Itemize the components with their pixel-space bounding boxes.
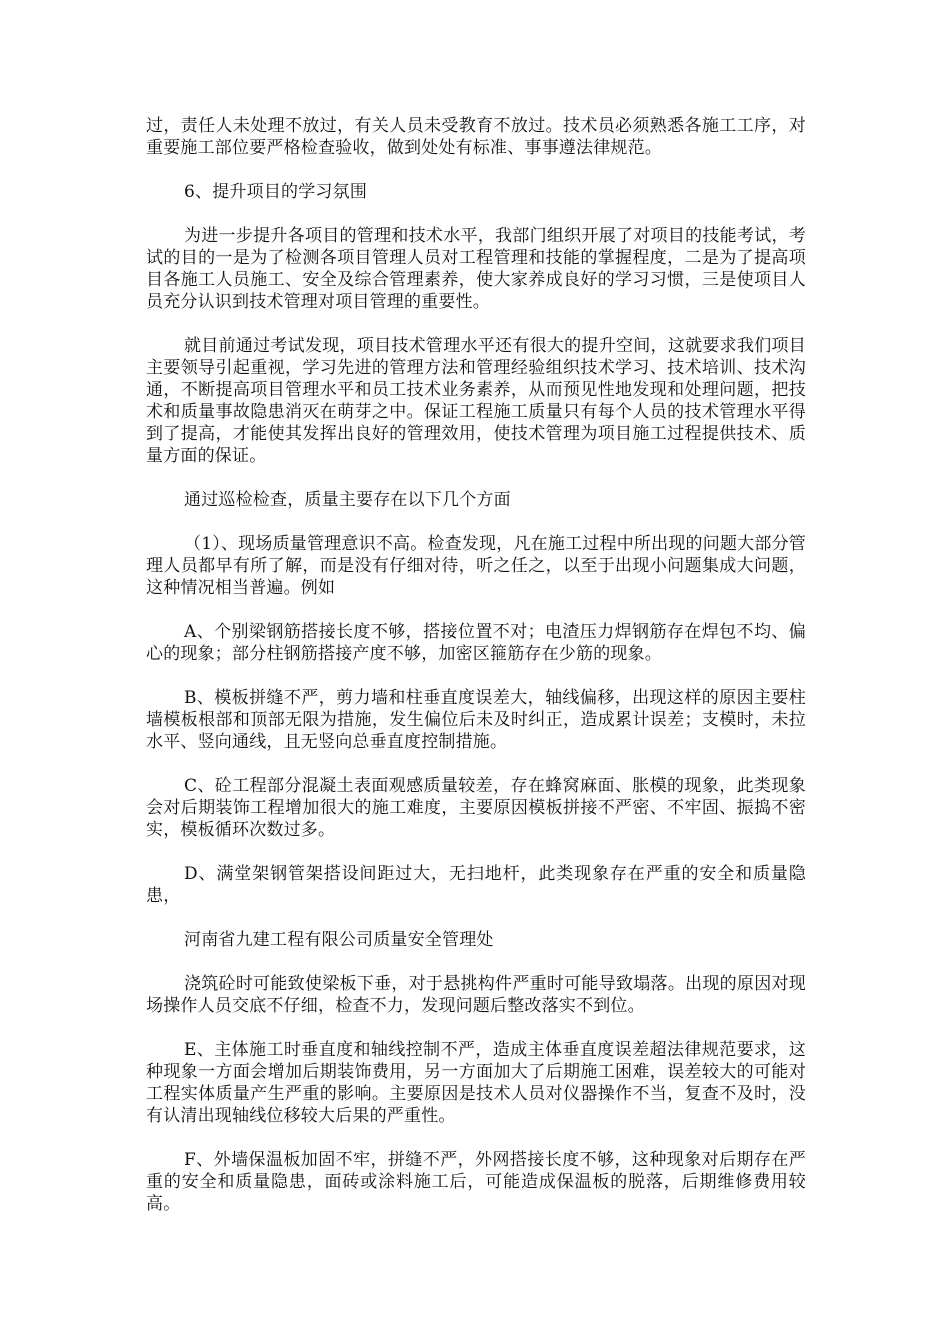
paragraph-continuation: 过，责任人未处理不放过，有关人员未受教育不放过。技术员必须熟悉各施工工序，对重要施工部位要严格检查验收，做到处处有标准、事事遵法律规范。 [146, 116, 806, 158]
paragraph-item-b: B、模板拼缝不严，剪力墙和柱垂直度误差大，轴线偏移，出现这样的原因主要柱墙模板根部和顶部无限为措施，发生偏位后未及时纠正，造成累计误差；支模时，未拉水平、竖向通线，且无竖向总垂直度控制措施。 [146, 688, 806, 752]
organization-line: 河南省九建工程有限公司质量安全管理处 [184, 930, 494, 950]
section-heading-6: 6、提升项目的学习氛围 [184, 182, 368, 202]
paragraph-item-1: （1）、现场质量管理意识不高。检查发现，凡在施工过程中所出现的问题大部分管理人员都早有所了解，而是没有仔细对待，听之任之，以至于出现小问题集成大问题，这种情况相当普遍。例如 [146, 534, 806, 598]
paragraph-exam-findings: 就目前通过考试发现，项目技术管理水平还有很大的提升空间，这就要求我们项目主要领导引起重视，学习先进的管理方法和管理经验组织技术学习、技术培训、技术沟通，不断提高项目管理水平和员工技术业务素养，从而预见性地发现和处理问题，把技术和质量事故隐患消灭在萌芽之中。保证工程施工质量只有每个人员的技术管理水平得到了提高，才能使其发挥出良好的管理效用，使技术管理为项目施工过程提供技术、质量方面的保证。 [146, 336, 806, 466]
paragraph-item-a: A、个别梁钢筋搭接长度不够，搭接位置不对；电渣压力焊钢筋存在焊包不均、偏心的现象；部分柱钢筋搭接产度不够，加密区箍筋存在少筋的现象。 [146, 622, 806, 664]
paragraph-inspection-intro: 通过巡检检查，质量主要存在以下几个方面 [184, 490, 511, 510]
document-body [146, 115, 806, 1237]
paragraph-item-d: D、满堂架钢管架搭设间距过大，无扫地杆，此类现象存在严重的安全和质量隐患， [146, 864, 806, 906]
paragraph-item-d-continued: 浇筑砼时可能致使梁板下垂，对于悬挑构件严重时可能导致塌落。出现的原因对现场操作人员交底不仔细，检查不力，发现问题后整改落实不到位。 [146, 974, 806, 1016]
paragraph-item-f: F、外墙保温板加固不牢，拼缝不严，外网搭接长度不够，这种现象对后期存在严重的安全和质量隐患，面砖或涂料施工后，可能造成保温板的脱落，后期维修费用较高。 [146, 1150, 806, 1214]
paragraph-exam-purpose: 为进一步提升各项目的管理和技术水平，我部门组织开展了对项目的技能考试，考试的目的一是为了检测各项目管理人员对工程管理和技能的掌握程度，二是为了提高项目各施工人员施工、安全及综合管理素养，使大家养成良好的学习习惯，三是使项目人员充分认识到技术管理对项目管理的重要性。 [146, 226, 806, 312]
paragraph-item-e: E、主体施工时垂直度和轴线控制不严，造成主体垂直度误差超法律规范要求，这种现象一方面会增加后期装饰费用，另一方面加大了后期施工困难，误差较大的可能对工程实体质量产生严重的影响。主要原因是技术人员对仪器操作不当，复查不及时，没有认清出现轴线位移较大后果的严重性。 [146, 1040, 806, 1126]
paragraph-item-c: C、砼工程部分混凝土表面观感质量较差，存在蜂窝麻面、胀模的现象，此类现象会对后期装饰工程增加很大的施工难度，主要原因模板拼接不严密、不牢固、振捣不密实，模板循环次数过多。 [146, 776, 806, 840]
